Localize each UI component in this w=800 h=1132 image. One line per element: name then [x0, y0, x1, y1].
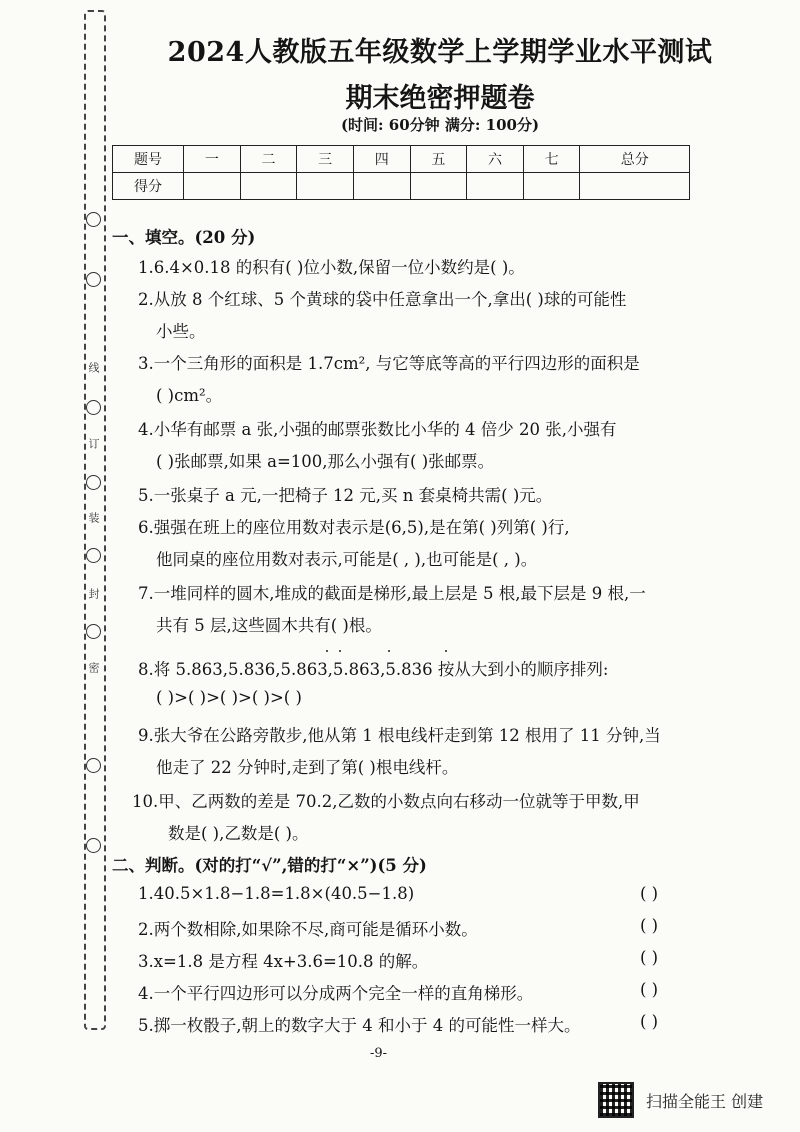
- section-heading: 二、判断。(对的打“√”,错的打“×”)(5 分): [112, 856, 427, 875]
- question-line: 2.从放 8 个红球、5 个黄球的袋中任意拿出一个,拿出( )球的可能性: [138, 290, 627, 309]
- page-number: -9-: [370, 1046, 388, 1061]
- recurring-dot: [326, 650, 328, 652]
- qr-code-icon: [598, 1082, 634, 1118]
- recurring-dot: [388, 650, 390, 652]
- binding-hole: [86, 400, 101, 415]
- section-heading: 一、填空。(20 分): [112, 228, 256, 247]
- table-header-cell: 一: [184, 146, 241, 173]
- score-cell[interactable]: [410, 173, 467, 200]
- question-line: 他走了 22 分钟时,走到了第( )根电线杆。: [156, 758, 459, 777]
- table-header-cell: 题号: [113, 146, 184, 173]
- question-line: 小些。: [156, 322, 206, 341]
- table-header-cell: 总分: [580, 146, 690, 173]
- binding-label: 订: [87, 438, 100, 449]
- score-cell[interactable]: [523, 173, 580, 200]
- answer-bracket[interactable]: ( ): [640, 948, 659, 967]
- score-cell[interactable]: [240, 173, 297, 200]
- recurring-dot: [339, 650, 341, 652]
- question-line: 1.6.4×0.18 的积有( )位小数,保留一位小数约是( )。: [138, 258, 525, 277]
- binding-label: 密: [87, 662, 100, 673]
- score-table: [112, 145, 690, 200]
- table-header-cell: 二: [240, 146, 297, 173]
- scanner-watermark: [598, 1082, 763, 1118]
- score-cell[interactable]: [467, 173, 524, 200]
- question-line: 数是( ),乙数是( )。: [168, 824, 309, 843]
- score-row-label: 得分: [113, 173, 184, 200]
- binding-hole: [86, 624, 101, 639]
- question-line: 3.一个三角形的面积是 1.7cm², 与它等底等高的平行四边形的面积是: [138, 354, 640, 373]
- judgement-item: 2.两个数相除,如果除不尽,商可能是循环小数。: [138, 920, 478, 939]
- question-line: 他同桌的座位用数对表示,可能是( , ),也可能是( , )。: [156, 550, 538, 569]
- judgement-item: 1.40.5×1.8−1.8=1.8×(40.5−1.8): [138, 884, 415, 903]
- question-line: 4.小华有邮票 a 张,小强的邮票张数比小华的 4 倍少 20 张,小强有: [138, 420, 617, 439]
- binding-hole: [86, 548, 101, 563]
- question-line: ( )cm²。: [156, 386, 223, 405]
- answer-bracket[interactable]: ( ): [640, 980, 659, 999]
- score-cell[interactable]: [184, 173, 241, 200]
- answer-bracket[interactable]: ( ): [640, 916, 659, 935]
- time-info: (时间: 60分钟 满分: 100分): [340, 116, 540, 134]
- answer-bracket[interactable]: ( ): [640, 884, 659, 903]
- binding-hole: [86, 838, 101, 853]
- judgement-item: 4.一个平行四边形可以分成两个完全一样的直角梯形。: [138, 984, 534, 1003]
- binding-hole: [86, 272, 101, 287]
- table-header-cell: 七: [523, 146, 580, 173]
- question-line: 共有 5 层,这些圆木共有( )根。: [156, 616, 382, 635]
- question-line: 5.一张桌子 a 元,一把椅子 12 元,买 n 套桌椅共需( )元。: [138, 486, 553, 505]
- recurring-dot: [445, 650, 447, 652]
- table-row: [113, 146, 690, 173]
- question-line: 7.一堆同样的圆木,堆成的截面是梯形,最上层是 5 根,最下层是 9 根,一: [138, 584, 646, 603]
- table-header-cell: 四: [353, 146, 410, 173]
- score-cell[interactable]: [353, 173, 410, 200]
- binding-hole: [86, 475, 101, 490]
- question-line: 8.将 5.863,5.836,5.863,5.863,5.836 按从大到小的顺序排列:: [138, 660, 609, 679]
- binding-label: 线: [87, 362, 100, 373]
- question-line: 9.张大爷在公路旁散步,他从第 1 根电线杆走到第 12 根用了 11 分钟,当: [138, 726, 661, 745]
- binding-hole: [86, 212, 101, 227]
- score-cell[interactable]: [580, 173, 690, 200]
- score-cell[interactable]: [297, 173, 354, 200]
- table-header-cell: 三: [297, 146, 354, 173]
- judgement-item: 5.掷一枚骰子,朝上的数字大于 4 和小于 4 的可能性一样大。: [138, 1016, 581, 1035]
- answer-bracket[interactable]: ( ): [640, 1012, 659, 1031]
- exam-title: 2024人教版五年级数学上学期学业水平测试: [167, 37, 713, 68]
- table-row: [113, 173, 690, 200]
- question-line: 10.甲、乙两数的差是 70.2,乙数的小数点向右移动一位就等于甲数,甲: [132, 792, 640, 811]
- table-header-cell: 六: [467, 146, 524, 173]
- binding-label: 装: [87, 512, 100, 523]
- exam-subtitle: 期末绝密押题卷: [345, 83, 535, 114]
- judgement-item: 3.x=1.8 是方程 4x+3.6=10.8 的解。: [138, 952, 429, 971]
- binding-label: 封: [87, 588, 100, 599]
- question-line: ( )>( )>( )>( )>( ): [156, 688, 302, 707]
- scanner-label: 扫描全能王 创建: [646, 1091, 764, 1111]
- question-line: ( )张邮票,如果 a=100,那么小强有( )张邮票。: [156, 452, 495, 471]
- question-line: 6.强强在班上的座位用数对表示是(6,5),是在第( )列第( )行,: [138, 518, 570, 537]
- table-header-cell: 五: [410, 146, 467, 173]
- binding-hole: [86, 758, 101, 773]
